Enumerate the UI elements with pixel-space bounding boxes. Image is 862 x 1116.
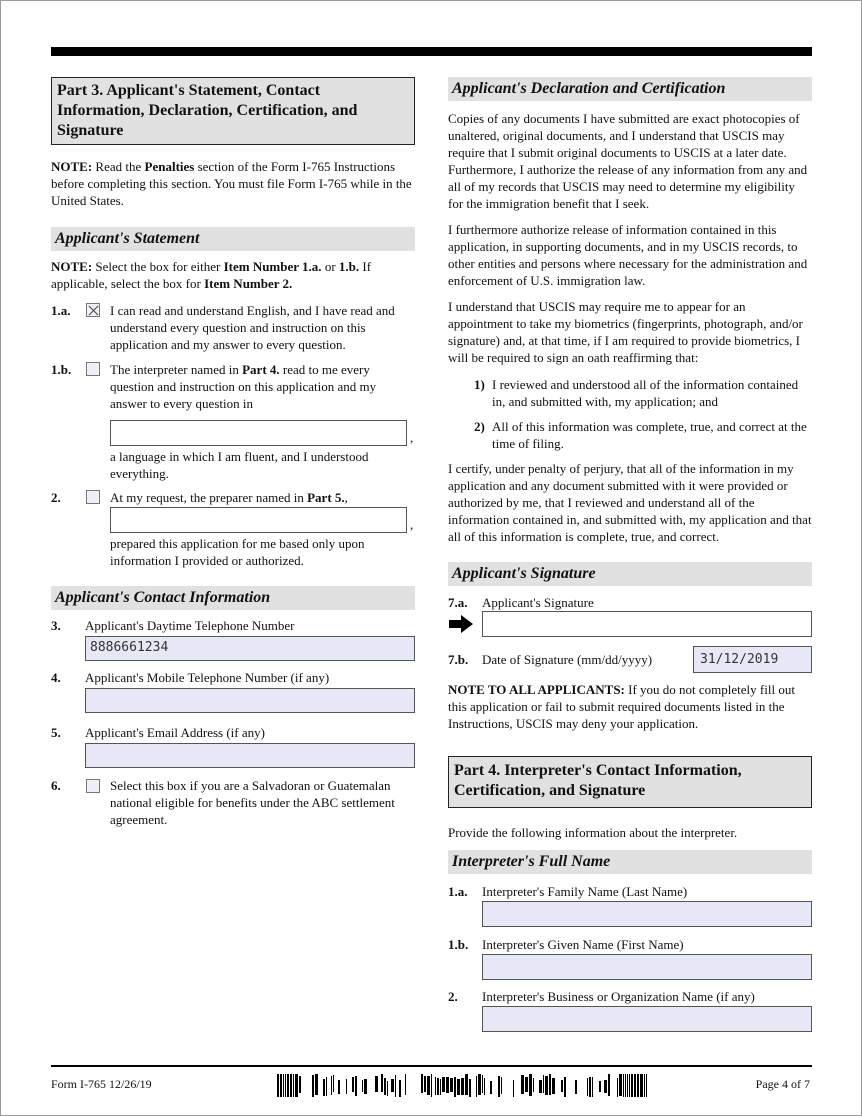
english-checkbox[interactable]	[86, 303, 100, 317]
interpreter-name-heading: Interpreter's Full Name	[448, 850, 812, 874]
daytime-phone-input[interactable]: 8886661234	[85, 636, 415, 661]
form-id: Form I-765 12/26/19	[51, 1077, 152, 1091]
item-3	[51, 617, 415, 661]
given-name-input[interactable]	[482, 954, 812, 980]
item-number: 2.	[51, 490, 61, 505]
contact-info-heading: Applicant's Contact Information	[51, 586, 415, 610]
note-to-applicants: NOTE TO ALL APPLICANTS: If you do not completely fill out this application or fail to submit required documents listed in the Instructions, USCIS may deny your application.	[448, 682, 795, 731]
barcode-image	[277, 1074, 647, 1097]
family-name-label: Interpreter's Family Name (Last Name)	[482, 884, 688, 899]
statement-note: NOTE: Select the box for either Item Number 1.a. or 1.b. If applicable, select the box for Item Number 2.	[51, 259, 372, 291]
item-number: 7.a.	[448, 595, 468, 610]
item-number: 1.a.	[448, 884, 468, 899]
declaration-para-4: I certify, under penalty of perjury, that all of the information in my application and any document submitted with it were provided or authorized by me, that I reviewed and understand all of the information contained in, and submitted with, my application and that all of this information is complete, true, and correct.	[448, 461, 812, 544]
item-2-after: prepared this application for me based only upon information I provided or authorized.	[110, 536, 365, 568]
item-5	[51, 724, 415, 768]
item-number: 1.a.	[51, 303, 71, 318]
part4-heading: Part 4. Interpreter's Contact Information, Certification, and Signature	[448, 756, 812, 808]
item-6-text: Select this box if you are a Salvadoran or Guatemalan national eligible for benefits under the ABC settlement agreement.	[110, 778, 395, 827]
part3-note: NOTE: Read the Penalties section of the Form I-765 Instructions before completing this section. You must file Form I-765 while in the United States.	[51, 159, 412, 208]
applicant-statement-heading: Applicant's Statement	[51, 227, 415, 251]
item-number: 4.	[51, 670, 61, 685]
item-2-text: At my request, the preparer named in Part 5.,	[110, 490, 348, 505]
interpreter-item-2	[448, 988, 812, 1032]
arrow-right-icon	[449, 615, 473, 633]
part4-intro: Provide the following information about the interpreter.	[448, 825, 738, 840]
item-number: 7.b.	[448, 652, 469, 667]
interpreter-checkbox[interactable]	[86, 362, 100, 376]
interpreter-item-1b	[448, 936, 812, 980]
page-number: Page 4 of 7	[755, 1077, 810, 1091]
family-name-input[interactable]	[482, 901, 812, 927]
business-name-input[interactable]	[482, 1006, 812, 1032]
email-label: Applicant's Email Address (if any)	[85, 725, 265, 740]
footer-rule	[51, 1065, 812, 1067]
item-6	[51, 777, 415, 828]
declaration-heading: Applicant's Declaration and Certification	[448, 77, 812, 101]
mobile-phone-label: Applicant's Mobile Telephone Number (if any)	[85, 670, 330, 685]
email-input[interactable]	[85, 743, 415, 768]
given-name-label: Interpreter's Given Name (First Name)	[482, 937, 684, 952]
declaration-para-2: I furthermore authorize release of information contained in this application, in supporting documents, and in my USCIS records, to other entities and persons where necessary for the administration and enforcement of U.S. immigration law.	[448, 222, 808, 288]
preparer-input[interactable]	[110, 507, 407, 533]
item-1b-after: a language in which I am fluent, and I understood everything.	[110, 449, 369, 481]
business-name-label: Interpreter's Business or Organization Name (if any)	[482, 989, 755, 1004]
item-1a-text: I can read and understand English, and I have read and understand every question and instruction on this application and my answer to every question.	[110, 303, 395, 352]
item-number: 2.	[448, 989, 458, 1004]
item-number: 1.b.	[51, 362, 72, 377]
daytime-phone-label: Applicant's Daytime Telephone Number	[85, 618, 295, 633]
part3-heading: Part 3. Applicant's Statement, Contact Information, Declaration, Certification, and Signature	[51, 77, 415, 145]
item-7a	[448, 594, 812, 637]
item-number: 5.	[51, 725, 61, 740]
item-1b-text: The interpreter named in Part 4. read to me every question and instruction on this application and my answer to every question in	[110, 362, 377, 411]
item-7b	[448, 646, 812, 673]
preparer-checkbox[interactable]	[86, 490, 100, 504]
right-column	[448, 77, 812, 1032]
item-4	[51, 669, 415, 713]
declaration-para-1: Copies of any documents I have submitted are exact photocopies of unaltered, original documents, and I understand that USCIS may require that I submit original documents to USCIS at a later date. Furthermore, I authorize the release of any information from any and all of my records that USCIS may need to determine my eligibility for the immigration benefit that I seek.	[448, 111, 808, 211]
item-number: 3.	[51, 618, 61, 633]
oath-item-1: 1) I reviewed and understood all of the information contained in, and submitted with, my application; and	[474, 377, 799, 409]
oath-item-2: 2) All of this information was complete, true, and correct at the time of filing.	[474, 419, 807, 451]
date-label: Date of Signature (mm/dd/yyyy)	[482, 652, 653, 667]
item-2: 2. At my request, the preparer named in Part 5., , prepared this application for me based only upon information I provided or authorized.	[51, 490, 414, 568]
item-number: 6.	[51, 778, 61, 793]
item-1b: 1.b. The interpreter named in Part 4. read to me every question and instruction on this application and my answer to every question in , a language in which I am fluent, and I understood everything.	[51, 362, 414, 481]
signature-input[interactable]	[482, 611, 812, 637]
interpreter-item-1a	[448, 883, 812, 927]
signature-label: Applicant's Signature	[482, 595, 594, 610]
item-1a	[51, 302, 415, 353]
date-input[interactable]: 31/12/2019	[693, 646, 812, 673]
left-column	[51, 77, 415, 828]
declaration-para-3: I understand that USCIS may require me to appear for an appointment to take my biometrics (fingerprints, photograph, and/or signature) and, at that time, if I am required to provide biometrics, I will be required to sign an oath reaffirming that:	[448, 299, 803, 365]
language-input[interactable]	[110, 420, 407, 446]
mobile-phone-input[interactable]	[85, 688, 415, 713]
item-number: 1.b.	[448, 937, 469, 952]
signature-heading: Applicant's Signature	[448, 562, 812, 586]
top-rule	[51, 47, 812, 56]
abc-settlement-checkbox[interactable]	[86, 779, 100, 793]
